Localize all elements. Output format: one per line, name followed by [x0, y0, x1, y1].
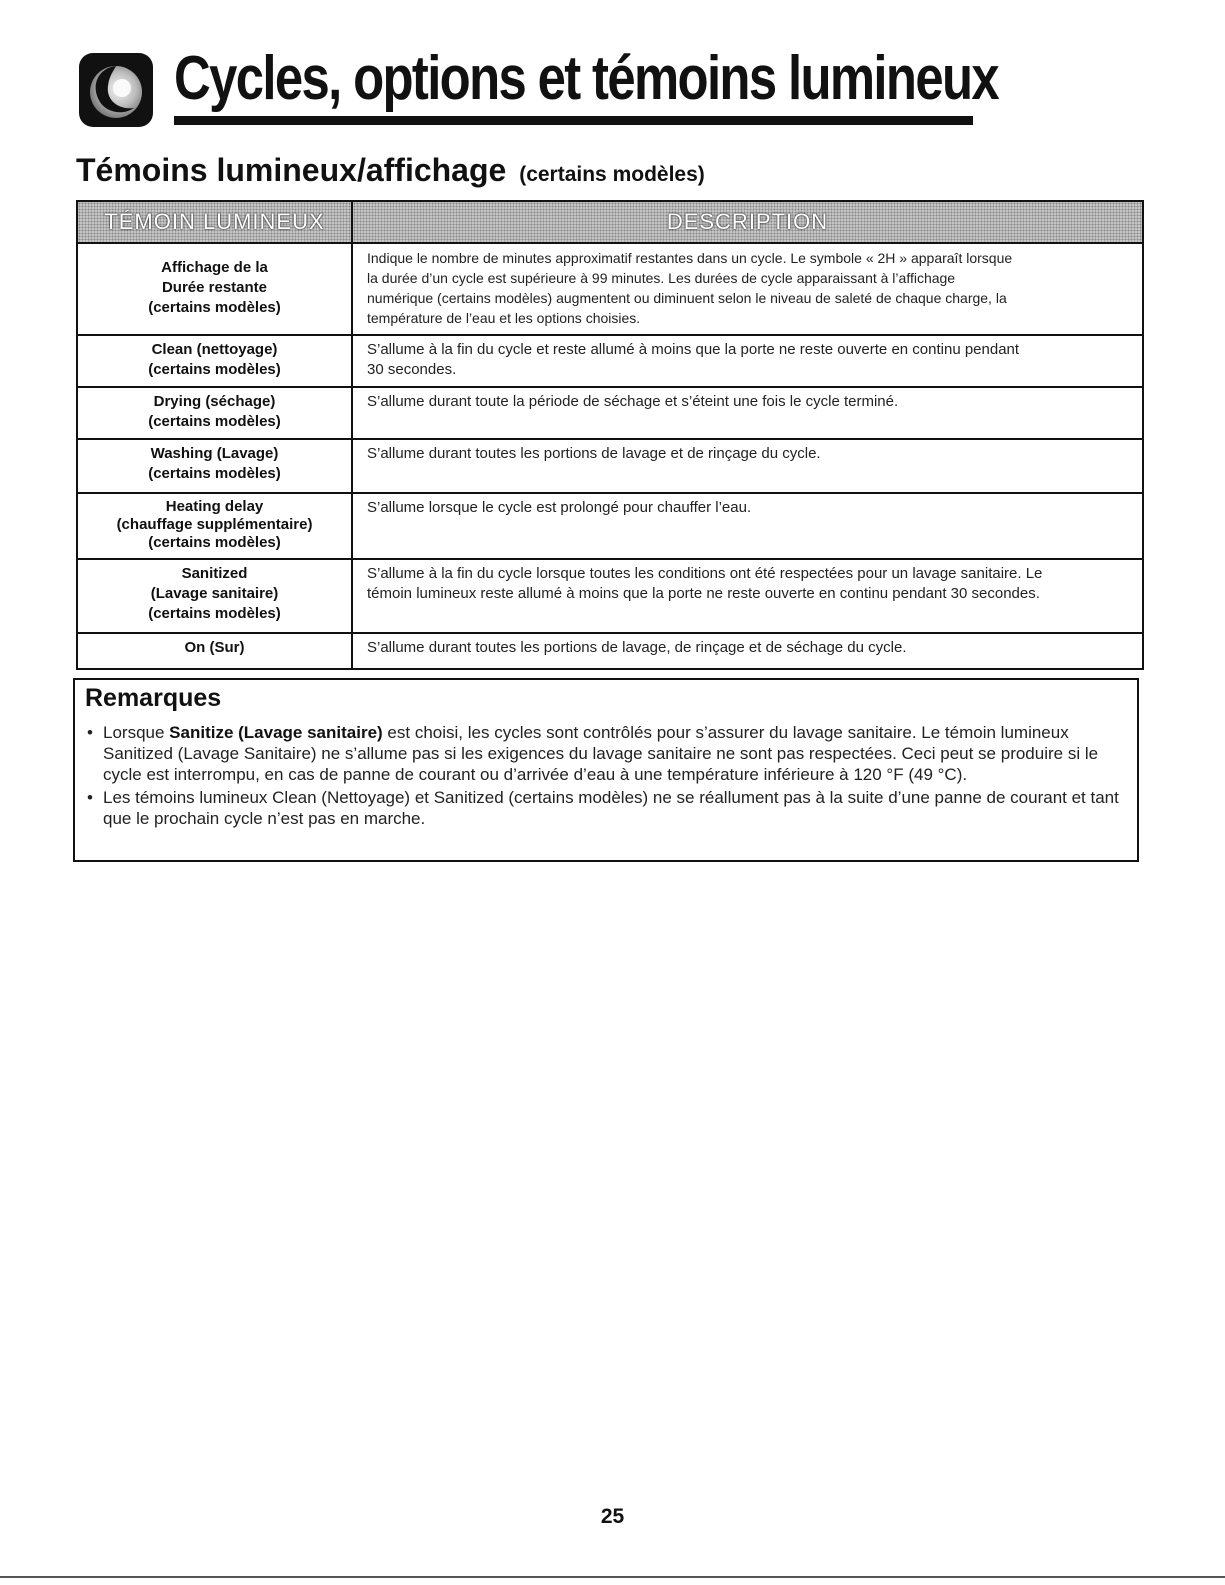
light-name-cell [77, 493, 352, 559]
light-name-cell [77, 335, 352, 387]
page-number: 25 [600, 1505, 625, 1528]
bullet-icon: • [87, 788, 93, 807]
light-name-line: (certains modèles) [148, 299, 281, 316]
light-description-cell [352, 439, 1143, 493]
table-row [77, 335, 1143, 387]
light-name-line: (certains modèles) [148, 361, 281, 378]
column-header-description: DESCRIPTION [352, 201, 1143, 243]
table-header-row [77, 201, 1143, 243]
light-name-line: (certains modèles) [148, 413, 281, 430]
light-name-line: Clean (nettoyage) [151, 341, 278, 358]
note-text-start: Lorsque [103, 723, 170, 742]
light-description-cell [352, 493, 1143, 559]
description-line: S’allume durant toutes les portions de lavage et de rinçage du cycle. [367, 445, 821, 462]
light-name-line: Durée restante [161, 279, 268, 296]
description-line: température de l’eau et les options choisies. [367, 310, 641, 326]
light-name-line: (certains modèles) [148, 534, 281, 551]
notes-list [85, 722, 1125, 831]
notes-title: Remarques [85, 684, 222, 712]
note-item [85, 722, 1125, 785]
light-name-line: Washing (Lavage) [150, 445, 279, 462]
light-name-line: (Lavage sanitaire) [150, 585, 279, 602]
light-name-line: (certains modèles) [148, 605, 281, 622]
indicator-lights-table [76, 200, 1144, 670]
notes-box [73, 678, 1139, 862]
note-text-end: est choisi, les cycles sont contrôlés pour s’assurer du lavage sanitaire. Le témoin lumineux Sanitized (Lavage Sanitaire) ne s’allume pas si les exigences du lavage sanitaire ne sont pas respectées. Ceci peut se produire si le cycle est interrompu, en cas de panne de courant ou d’arrivée d’eau à une température inférieure à 120 °F (49 °C). [103, 723, 1099, 784]
light-description-cell [352, 243, 1143, 335]
description-line: 30 secondes. [367, 361, 457, 378]
page-title: Cycles, options et témoins lumineux [174, 44, 999, 113]
light-name-cell [77, 387, 352, 439]
description-line: S’allume à la fin du cycle et reste allumé à moins que la porte ne reste ouverte en continu pendant [367, 341, 1020, 358]
light-description-cell [352, 335, 1143, 387]
light-description-cell [352, 559, 1143, 633]
light-name-line: (chauffage supplémentaire) [116, 516, 313, 533]
table-row [77, 243, 1143, 335]
bullet-icon: • [87, 723, 93, 742]
light-name-cell [77, 633, 352, 669]
description-line: S’allume durant toute la période de séchage et s’éteint une fois le cycle terminé. [367, 393, 899, 410]
column-header-light: TÉMOIN LUMINEUX [77, 201, 352, 243]
light-name-line: Drying (séchage) [153, 393, 276, 410]
note-text: Les témoins lumineux Clean (Nettoyage) et Sanitized (certains modèles) ne se réallument pas à la suite d’une panne de courant et tant que le prochain cycle n’est pas en marche. [103, 788, 1119, 828]
table-row [77, 559, 1143, 633]
title-underline [174, 116, 973, 125]
description-line: Indique le nombre de minutes approximatif restantes dans un cycle. Le symbole « 2H » apparaît lorsque [367, 250, 1013, 266]
dishwasher-spray-icon [78, 52, 154, 128]
table-row [77, 387, 1143, 439]
note-emphasis: Sanitize (Lavage sanitaire) [169, 723, 383, 742]
light-name-line: Heating delay [165, 498, 264, 515]
table-row [77, 493, 1143, 559]
page-header [78, 38, 999, 128]
light-name-cell [77, 559, 352, 633]
light-description-cell [352, 633, 1143, 669]
description-line: témoin lumineux reste allumé à moins que la porte ne reste ouverte en continu pendant 30 secondes. [367, 585, 1040, 602]
light-name-line: Sanitized [181, 565, 248, 582]
page-bottom-rule [0, 1576, 1225, 1578]
section-heading [76, 152, 705, 189]
description-line: S’allume durant toutes les portions de lavage, de rinçage et de séchage du cycle. [367, 639, 907, 656]
light-name-line: Affichage de la [161, 259, 268, 276]
light-name-line: On (Sur) [184, 639, 245, 656]
light-name-line: (certains modèles) [148, 465, 281, 482]
description-line: la durée d’un cycle est supérieure à 99 minutes. Les durées de cycle apparaissant à l’affichage [367, 270, 956, 286]
table-row [77, 439, 1143, 493]
light-description-cell [352, 387, 1143, 439]
note-item [85, 787, 1125, 829]
description-line: S’allume lorsque le cycle est prolongé pour chauffer l’eau. [367, 499, 752, 516]
description-line: S’allume à la fin du cycle lorsque toutes les conditions ont été respectées pour un lavage sanitaire. Le [367, 565, 1043, 582]
section-title: Témoins lumineux/affichage [76, 152, 507, 188]
description-line: numérique (certains modèles) augmentent ou diminuent selon le niveau de saleté de chaque charge, la [367, 290, 1007, 306]
section-subtitle: (certains modèles) [519, 163, 705, 186]
table-row [77, 633, 1143, 669]
light-name-cell [77, 439, 352, 493]
light-name-cell [77, 243, 352, 335]
